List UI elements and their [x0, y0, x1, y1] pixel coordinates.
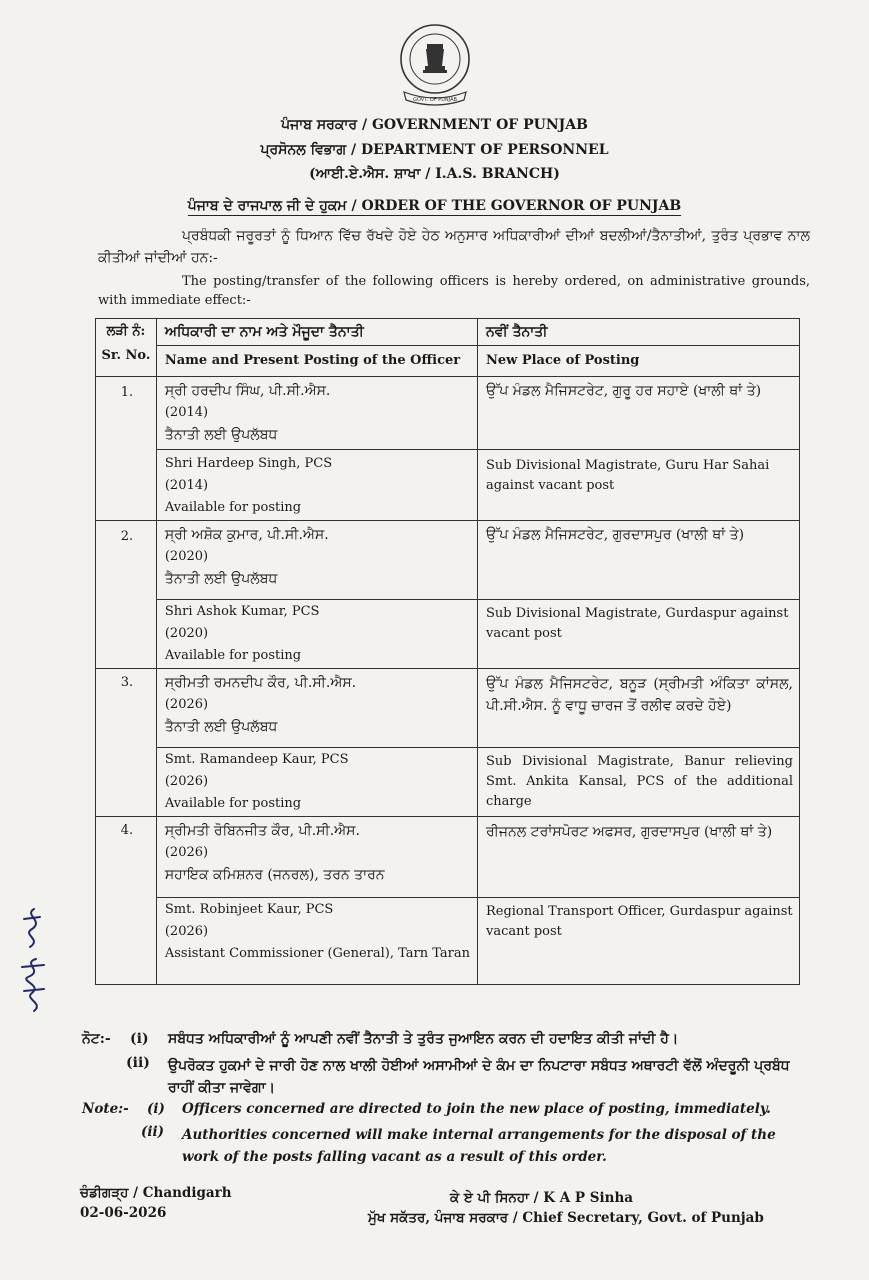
posting-en-cell	[477, 450, 799, 521]
place: ਚੰਡੀਗੜ੍ਹ / Chandigarh	[80, 1185, 232, 1201]
officer-pa-cell	[156, 669, 477, 748]
row-sr: 1.	[96, 377, 157, 521]
note-en-label: Note:-	[82, 1101, 129, 1117]
note-en-num: (ii)	[141, 1124, 165, 1140]
header-sr-en: Sr. No.	[101, 348, 151, 363]
officer-present-en: Available for posting	[164, 648, 302, 663]
emblem-text: GOVT. OF PUNJAB	[413, 97, 457, 103]
officer-batch: (2026)	[164, 845, 209, 860]
officer-batch: (2020)	[164, 626, 209, 641]
table-header-row	[96, 346, 800, 377]
table-header-row	[96, 319, 800, 346]
posting-pa: ਉੱਪ ਮੰਡਲ ਮੈਜਿਸਟਰੇਟ, ਗੁਰੂ ਹਰ ਸਹਾਏ (ਖਾਲੀ ਥਾਂ ਤੇ)	[485, 383, 762, 399]
officer-batch: (2020)	[164, 549, 209, 564]
posting-en: Sub Divisional Magistrate, Guru Har Sahai against vacant post	[485, 458, 770, 493]
officer-name-pa: ਸ੍ਰੀ ਹਰਦੀਪ ਸਿੰਘ, ਪੀ.ਸੀ.ਐਸ.	[164, 383, 331, 399]
table-row	[96, 669, 800, 748]
posting-pa: ਉੱਪ ਮੰਡਲ ਮੈਜਿਸਟਰੇਟ, ਬਨੂੜ (ਸ੍ਰੀਮਤੀ ਅੰਕਿਤਾ ਕਾਂਸਲ, ਪੀ.ਸੀ.ਐਸ. ਨੂੰ ਵਾਧੂ ਚਾਰਜ ਤੋਂ ਰਲੀਵ ਕਰਦੇ ਹੋਏ)	[485, 676, 793, 714]
officer-pa-cell	[156, 377, 477, 450]
date: 02-06-2026	[80, 1205, 167, 1221]
officer-batch: (2014)	[164, 405, 209, 420]
header-officer-en-cell	[156, 346, 477, 377]
posting-pa-cell	[477, 521, 799, 600]
posting-pa: ਰੀਜਨਲ ਟਰਾਂਸਪੋਰਟ ਅਫਸਰ, ਗੁਰਦਾਸਪੁਰ (ਖਾਲੀ ਥਾਂ ਤੇ)	[485, 824, 773, 840]
header-government: ਪੰਜਾਬ ਸਰਕਾਰ / GOVERNMENT OF PUNJAB	[281, 117, 588, 133]
header-branch: (ਆਈ.ਏ.ਐਸ. ਸ਼ਾਖਾ / I.A.S. BRANCH)	[309, 166, 560, 182]
header-posting-pa-cell	[477, 319, 799, 346]
note-pa-num: (ii)	[126, 1055, 150, 1071]
header-sr-no	[96, 319, 157, 377]
header-officer-en: Name and Present Posting of the Officer	[164, 353, 461, 368]
header-posting-pa: ਨਵੀਂ ਤੈਨਾਤੀ	[485, 324, 548, 340]
row-sr: 3.	[96, 669, 157, 817]
header-posting-en-cell	[477, 346, 799, 377]
note-en-text: Officers concerned are directed to join the new place of posting, immediately.	[182, 1101, 771, 1117]
note-pa-label: ਨੋਟ:-	[82, 1031, 111, 1047]
officer-batch: (2026)	[164, 774, 209, 789]
posting-pa-cell	[477, 669, 799, 748]
officer-present-pa: ਤੈਨਾਤੀ ਲਈ ਉਪਲੱਬਧ	[164, 719, 278, 735]
handwritten-signature-icon	[14, 905, 54, 1015]
officer-en-cell	[156, 450, 477, 521]
note-pa-text: ਸਬੰਧਤ ਅਧਿਕਾਰੀਆਂ ਨੂੰ ਆਪਣੀ ਨਵੀਂ ਤੈਨਾਤੀ ਤੇ ਤੁਰੰਤ ਜੁਆਇਨ ਕਰਨ ਦੀ ਹਦਾਇਤ ਕੀਤੀ ਜਾਂਦੀ ਹੈ।	[168, 1031, 679, 1047]
officer-present-pa: ਤੈਨਾਤੀ ਲਈ ਉਪਲੱਬਧ	[164, 571, 278, 587]
table-row	[96, 898, 800, 985]
note-en-text: Authorities concerned will make internal arrangements for the disposal of the work of the posts falling vacant as a result of this order.	[182, 1127, 776, 1165]
posting-en-cell	[477, 898, 799, 985]
table-row	[96, 748, 800, 817]
note-en-num: (i)	[147, 1101, 165, 1117]
officer-pa-cell	[156, 521, 477, 600]
header-posting-en: New Place of Posting	[485, 353, 640, 368]
table-row	[96, 377, 800, 450]
note-pa-text: ਉਪਰੋਕਤ ਹੁਕਮਾਂ ਦੇ ਜਾਰੀ ਹੋਣ ਨਾਲ ਖਾਲੀ ਹੋਈਆਂ ਅਸਾਮੀਆਂ ਦੇ ਕੰਮ ਦਾ ਨਿਪਟਾਰਾ ਸਬੰਧਤ ਅਥਾਰਟੀ ਵੱਲੋਂ ਅੰਦਰੂਨੀ ਪ੍ਰਬੰਧ ਰਾਹੀਂ ਕੀਤਾ ਜਾਵੇਗਾ।	[168, 1058, 790, 1096]
officer-en-cell	[156, 600, 477, 669]
posting-en-cell	[477, 600, 799, 669]
header-sr-pa: ਲੜੀ ਨੰ:	[106, 324, 146, 339]
posting-en: Sub Divisional Magistrate, Banur relieving Smt. Ankita Kansal, PCS of the additional charge	[485, 754, 793, 809]
officer-name-en: Shri Hardeep Singh, PCS	[164, 456, 333, 471]
officer-name-pa: ਸ੍ਰੀ ਅਸ਼ੋਕ ਕੁਮਾਰ, ਪੀ.ਸੀ.ਐਸ.	[164, 527, 329, 543]
officer-present-en: Assistant Commissioner (General), Tarn Taran	[164, 946, 471, 961]
officer-pa-cell	[156, 817, 477, 898]
signer-designation: ਮੁੱਖ ਸਕੱਤਰ, ਪੰਜਾਬ ਸਰਕਾਰ / Chief Secretary, Govt. of Punjab	[368, 1210, 764, 1226]
header-officer-pa: ਅਧਿਕਾਰੀ ਦਾ ਨਾਮ ਅਤੇ ਮੌਜੂਦਾ ਤੈਨਾਤੀ	[164, 324, 364, 340]
signer-name: ਕੇ ਏ ਪੀ ਸਿਨਹਾ / K A P Sinha	[450, 1190, 634, 1206]
officer-en-cell	[156, 898, 477, 985]
intro-punjabi: ਪ੍ਰਬੰਧਕੀ ਜਰੂਰਤਾਂ ਨੂੰ ਧਿਆਨ ਵਿੱਚ ਰੱਖਦੇ ਹੋਏ ਹੇਠ ਅਨੁਸਾਰ ਅਧਿਕਾਰੀਆਂ ਦੀਆਂ ਬਦਲੀਆਂ/ਤੈਨਾਤੀਆਂ, ਤੁਰੰਤ ਪ੍ਰਭਾਵ ਨਾਲ ਕੀਤੀਆਂ ਜਾਂਦੀਆਂ ਹਨ:-	[98, 228, 810, 266]
header-department: ਪ੍ਰਸੋਨਲ ਵਿਭਾਗ / DEPARTMENT OF PERSONNEL	[260, 142, 609, 158]
row-sr: 4.	[96, 817, 157, 985]
table-row	[96, 600, 800, 669]
officer-name-en: Smt. Ramandeep Kaur, PCS	[164, 752, 349, 767]
row-sr: 2.	[96, 521, 157, 669]
table-row	[96, 521, 800, 600]
note-pa-num: (i)	[130, 1031, 149, 1047]
order-title: ਪੰਜਾਬ ਦੇ ਰਾਜਪਾਲ ਜੀ ਦੇ ਹੁਕਮ / ORDER OF THE GOVERNOR OF PUNJAB	[187, 198, 682, 214]
officer-batch: (2014)	[164, 478, 209, 493]
posting-en: Sub Divisional Magistrate, Gurdaspur against vacant post	[485, 606, 789, 641]
posting-en-cell	[477, 748, 799, 817]
state-emblem-seal-icon	[398, 22, 472, 108]
table-row	[96, 450, 800, 521]
intro-english: The posting/transfer of the following officers is hereby ordered, on administrative grounds, with immediate effect:-	[98, 274, 810, 308]
officer-present-en: Available for posting	[164, 796, 302, 811]
officer-name-pa: ਸ੍ਰੀਮਤੀ ਰਮਨਦੀਪ ਕੌਰ, ਪੀ.ਸੀ.ਐਸ.	[164, 675, 357, 691]
posting-pa-cell	[477, 377, 799, 450]
officer-name-en: Smt. Robinjeet Kaur, PCS	[164, 902, 334, 917]
header-officer-pa-cell	[156, 319, 477, 346]
officer-present-en: Available for posting	[164, 500, 302, 515]
officer-name-pa: ਸ੍ਰੀਮਤੀ ਰੋਬਿਨਜੀਤ ਕੌਰ, ਪੀ.ਸੀ.ਐਸ.	[164, 823, 360, 839]
officer-en-cell	[156, 748, 477, 817]
officer-present-pa: ਸਹਾਇਕ ਕਮਿਸ਼ਨਰ (ਜਨਰਲ), ਤਰਨ ਤਾਰਨ	[164, 867, 385, 883]
officer-batch: (2026)	[164, 697, 209, 712]
posting-pa: ਉੱਪ ਮੰਡਲ ਮੈਜਿਸਟਰੇਟ, ਗੁਰਦਾਸਪੁਰ (ਖਾਲੀ ਥਾਂ ਤੇ)	[485, 527, 745, 543]
table-row	[96, 817, 800, 898]
officer-name-en: Shri Ashok Kumar, PCS	[164, 604, 320, 619]
postings-table	[95, 318, 800, 985]
posting-pa-cell	[477, 817, 799, 898]
officer-batch: (2026)	[164, 924, 209, 939]
officer-present-pa: ਤੈਨਾਤੀ ਲਈ ਉਪਲੱਬਧ	[164, 427, 278, 443]
posting-en: Regional Transport Officer, Gurdaspur against vacant post	[485, 904, 793, 939]
